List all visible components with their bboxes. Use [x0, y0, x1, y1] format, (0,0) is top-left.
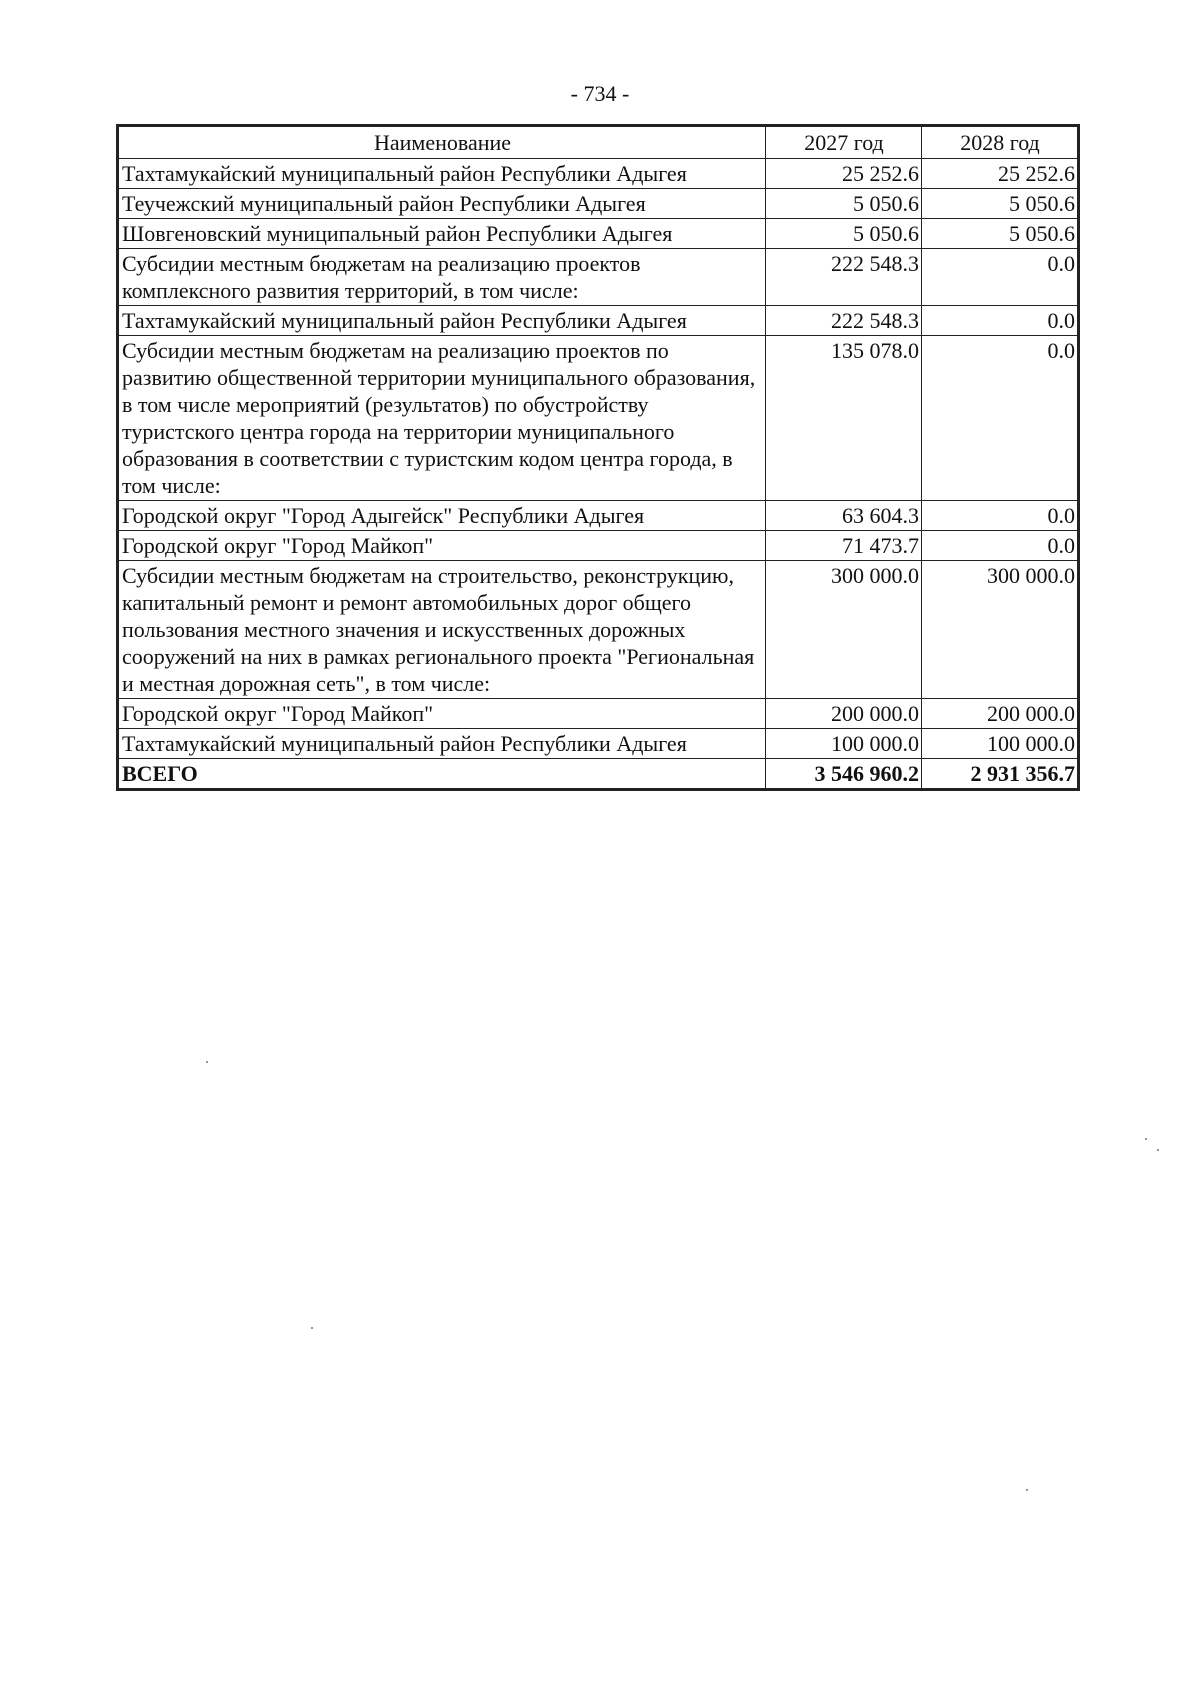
row-name: Тахтамукайский муниципальный район Республики Адыгея: [118, 306, 766, 336]
table-row: [118, 189, 1079, 219]
row-value-2027: 222 548.3: [766, 306, 922, 336]
budget-table: [116, 124, 1080, 791]
row-value-2028: 100 000.0: [922, 729, 1079, 759]
scan-speck: [1145, 1138, 1147, 1140]
row-value-2027: 100 000.0: [766, 729, 922, 759]
row-name: Шовгеновский муниципальный район Республики Адыгея: [118, 219, 766, 249]
row-value-2027: 25 252.6: [766, 159, 922, 189]
row-name: Городской округ "Город Майкоп": [118, 531, 766, 561]
table-row: [118, 159, 1079, 189]
total-label: ВСЕГО: [118, 759, 766, 790]
table-row: [118, 306, 1079, 336]
row-value-2027: 71 473.7: [766, 531, 922, 561]
row-value-2027: 5 050.6: [766, 189, 922, 219]
row-value-2027: 5 050.6: [766, 219, 922, 249]
row-name: Субсидии местным бюджетам на строительство, реконструкцию, капитальный ремонт и ремонт автомобильных дорог общего пользования местного значения и искусственных дорожных сооружений на них в рамках регионального проекта "Региональная и местная дорожная сеть", в том числе:: [118, 561, 766, 699]
row-name: Субсидии местным бюджетам на реализацию проектов комплексного развития территорий, в том числе:: [118, 249, 766, 306]
table-row: [118, 729, 1079, 759]
row-name: Теучежский муниципальный район Республики Адыгея: [118, 189, 766, 219]
row-name: Городской округ "Город Адыгейск" Республики Адыгея: [118, 501, 766, 531]
row-value-2028: 0.0: [922, 501, 1079, 531]
table-row: [118, 219, 1079, 249]
row-value-2027: 63 604.3: [766, 501, 922, 531]
row-name: Городской округ "Город Майкоп": [118, 699, 766, 729]
row-name: Тахтамукайский муниципальный район Республики Адыгея: [118, 729, 766, 759]
row-value-2027: 222 548.3: [766, 249, 922, 306]
row-name: Субсидии местным бюджетам на реализацию проектов по развитию общественной территории муниципального образования, в том числе мероприятий (результатов) по обустройству туристского центра города на территории муниципального образования в соответствии с туристским кодом центра города, в том числе:: [118, 336, 766, 501]
table-header-row: [118, 126, 1079, 159]
row-value-2028: 200 000.0: [922, 699, 1079, 729]
scan-speck: [1026, 1489, 1028, 1491]
page-number: - 734 -: [570, 81, 630, 106]
column-header-2027: 2027 год: [766, 126, 922, 159]
scan-speck: [206, 1061, 208, 1063]
row-value-2028: 0.0: [922, 531, 1079, 561]
total-row: [118, 759, 1079, 790]
column-header-2028: 2028 год: [922, 126, 1079, 159]
total-value-2028: 2 931 356.7: [922, 759, 1079, 790]
row-name: Тахтамукайский муниципальный район Республики Адыгея: [118, 159, 766, 189]
column-header-name: Наименование: [118, 126, 766, 159]
table-row: [118, 561, 1079, 699]
row-value-2028: 5 050.6: [922, 189, 1079, 219]
table-row: [118, 531, 1079, 561]
scan-speck: [311, 1327, 313, 1329]
row-value-2027: 135 078.0: [766, 336, 922, 501]
row-value-2028: 0.0: [922, 249, 1079, 306]
table-row: [118, 501, 1079, 531]
table-row: [118, 249, 1079, 306]
total-value-2027: 3 546 960.2: [766, 759, 922, 790]
row-value-2028: 5 050.6: [922, 219, 1079, 249]
table-row: [118, 699, 1079, 729]
table-row: [118, 336, 1079, 501]
scan-speck: [1157, 1149, 1159, 1151]
row-value-2028: 300 000.0: [922, 561, 1079, 699]
row-value-2028: 0.0: [922, 336, 1079, 501]
row-value-2028: 25 252.6: [922, 159, 1079, 189]
row-value-2027: 200 000.0: [766, 699, 922, 729]
row-value-2028: 0.0: [922, 306, 1079, 336]
row-value-2027: 300 000.0: [766, 561, 922, 699]
